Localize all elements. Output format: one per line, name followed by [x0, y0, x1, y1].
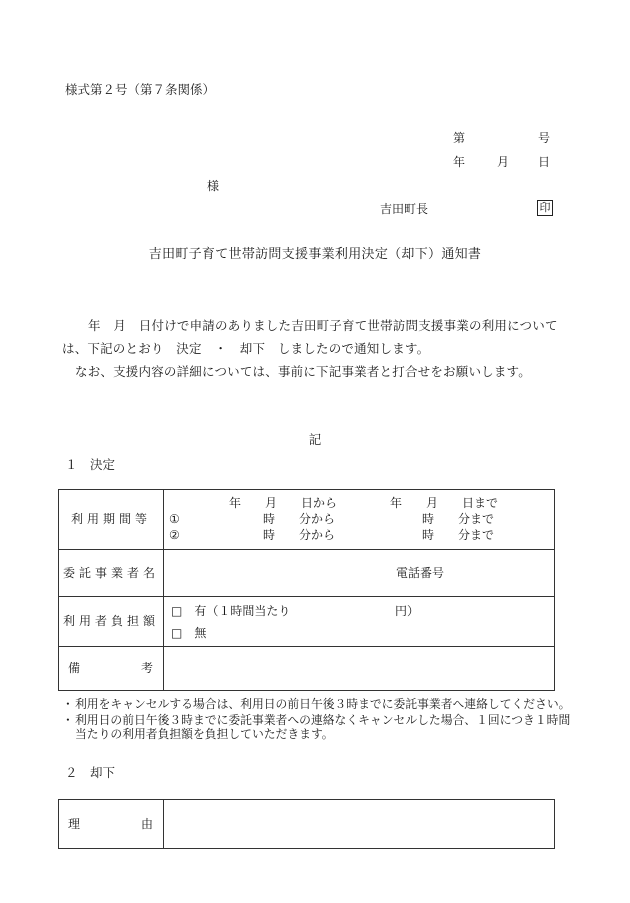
addressee-suffix: 様: [207, 179, 220, 193]
phone-label: 電話番号: [396, 566, 445, 580]
note-item: [62, 697, 572, 711]
note-bullet: ・: [62, 697, 74, 711]
notes-list: [62, 697, 572, 743]
section-1-heading: １ 決定: [65, 457, 116, 472]
slot-1-time-from: 時 分から: [263, 512, 336, 526]
remarks-label-a: 備: [68, 661, 81, 675]
body-paragraph-2: なお、支援内容の詳細については、事前に下記事業者と打合せをお願いします。: [75, 364, 531, 379]
period-cell: [164, 490, 555, 550]
fee-option-yes: □ 有（１時間当たり: [171, 604, 291, 618]
body-paragraph-1: 年 月 日付けで申請のありました吉田町子育て世帯訪問支援事業の利用については、下記のとおり 決定 ・ 却下 しましたので通知します。: [62, 318, 558, 356]
rejection-table: [58, 799, 555, 849]
reason-label-b: 由: [141, 817, 154, 831]
remarks-label-b: 考: [141, 661, 154, 675]
number-prefix: 第: [453, 131, 466, 145]
number-suffix: 号: [538, 131, 551, 145]
period-label: 利用期間等: [59, 490, 164, 550]
reason-row: [59, 800, 555, 849]
contractor-cell: [164, 550, 555, 597]
reason-cell: [164, 800, 555, 849]
issuer-name: 吉田町長: [380, 202, 429, 216]
seal-stamp: 印: [537, 200, 553, 216]
note-text-2: 利用日の前日午後３時までに委託事業者への連絡なくキャンセルした場合、１回につき１時間当たりの利用者負担額を負担していただきます。: [75, 713, 571, 741]
document-title: 吉田町子育て世帯訪問支援事業利用決定（却下）通知書: [148, 247, 482, 262]
note-text-1: 利用をキャンセルする場合は、利用日の前日午後３時までに委託事業者へ連絡してください。: [75, 697, 571, 711]
form-id: 様式第２号（第７条関係）: [65, 82, 216, 97]
note-item: [62, 713, 572, 741]
period-to-date: 年 月 日まで: [390, 496, 499, 510]
slot-1-number: ①: [169, 512, 180, 526]
contractor-row: [59, 550, 555, 597]
period-from-date: 年 月 日から: [229, 496, 338, 510]
remarks-row: [59, 647, 555, 691]
remarks-label: [59, 647, 164, 691]
slot-2-time-from: 時 分から: [263, 528, 336, 542]
decision-table: [58, 489, 555, 691]
section-2-heading: ２ 却下: [65, 765, 116, 780]
ki-heading: 記: [308, 432, 322, 447]
contractor-label: 委託事業者名: [59, 550, 164, 597]
date-day: 日: [538, 155, 551, 169]
fee-row: [59, 597, 555, 647]
fee-cell: [164, 597, 555, 647]
date-month: 月: [497, 155, 510, 169]
fee-yen-close: 円）: [395, 604, 420, 618]
date-year: 年: [453, 155, 466, 169]
reason-label-a: 理: [68, 817, 81, 831]
fee-option-no: □ 無: [171, 626, 207, 640]
remarks-cell: [164, 647, 555, 691]
reason-label: [59, 800, 164, 849]
period-row: [59, 490, 555, 550]
note-bullet: ・: [62, 713, 74, 727]
slot-1-time-to: 時 分まで: [422, 512, 495, 526]
fee-label: 利用者負担額: [59, 597, 164, 647]
slot-2-number: ②: [169, 528, 180, 542]
slot-2-time-to: 時 分まで: [422, 528, 495, 542]
